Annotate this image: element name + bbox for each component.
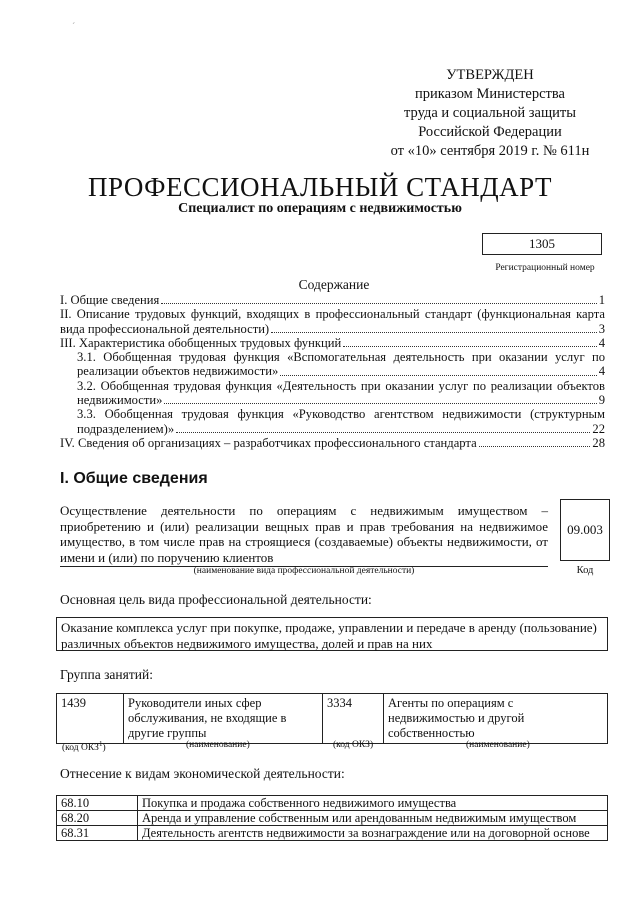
toc-entry-text: 3.3. Обобщенная трудовая функция «Руководство агентством недвижимости (структурным xyxy=(77,407,605,422)
toc-entry-text: реализации объектов недвижимости» xyxy=(77,364,279,379)
toc-entry-text: IV. Сведения об организациях – разработчиках профессионального стандарта xyxy=(60,435,477,450)
document-title: ПРОФЕССИОНАЛЬНЫЙ СТАНДАРТ xyxy=(87,172,553,202)
goal-line: различных объектов недвижимого имущества, долей и прав на них xyxy=(61,635,433,651)
section-heading: I. Общие сведения xyxy=(60,470,208,487)
toc-entry-text: I. Общие сведения xyxy=(60,293,160,307)
okz-name-line: обслуживания, не входящие в xyxy=(128,711,287,725)
toc-heading: Содержание xyxy=(298,277,370,292)
table-row xyxy=(57,826,608,841)
toc-page-number: 3 xyxy=(598,321,605,336)
toc-page-number: 1 xyxy=(598,293,605,307)
approval-block xyxy=(355,66,625,161)
approval-line: Российской Федерации xyxy=(418,124,562,140)
occupation-groups-table xyxy=(56,693,608,744)
activity-code: 09.003 xyxy=(560,499,610,561)
approval-line: труда и социальной защиты xyxy=(404,105,576,121)
activity-caption: (наименование вида профессиональной деятельности) xyxy=(193,566,415,576)
activity-line: имени и (или) по поручению клиентов xyxy=(60,549,274,565)
okved-name-cell: Покупка и продажа собственного недвижимого имущества xyxy=(138,796,608,811)
toc-entry-text: недвижимости» xyxy=(77,393,163,408)
registration-number: 1305 xyxy=(482,233,602,255)
toc-entry-text: 3.2. Обобщенная трудовая функция «Деятельность при оказании услуг по реализации объектов xyxy=(77,378,605,393)
toc-page-number: 4 xyxy=(598,335,605,350)
okz-name-line: другие группы xyxy=(128,726,207,740)
activity-line: имущество, в том числе прав на строящиеся (создаваемые) объекты недвижимости, от xyxy=(60,534,548,549)
okz-code-caption: (код ОКЗ$^1$) xyxy=(62,740,106,754)
toc-entry[interactable] xyxy=(60,307,605,336)
toc-page-number: 9 xyxy=(598,393,605,408)
approval-line: УТВЕРЖДЕН xyxy=(446,67,534,83)
okz-name-cell xyxy=(124,694,323,744)
okz-name-cell xyxy=(384,694,608,744)
table-row xyxy=(57,811,608,826)
goal-line: Оказание комплекса услуг при покупке, продаже, управлении и передаче в аренду (пользование) xyxy=(61,620,597,635)
toc-entry[interactable] xyxy=(60,436,605,450)
okz-name-caption: (наименование) xyxy=(466,740,530,750)
okz-code-caption: (код ОКЗ) xyxy=(333,740,374,750)
toc-entry[interactable] xyxy=(60,407,605,436)
okz-name-line: Агенты по операциям с xyxy=(388,696,514,710)
toc-entry[interactable] xyxy=(60,293,605,307)
okz-name-caption: (наименование) xyxy=(186,740,250,750)
approval-line: от «10» сентября 2019 г. № 611н xyxy=(390,143,590,159)
activity-line: приобретению и (или) реализации вещных прав и прав требования на недвижимое xyxy=(60,518,548,534)
okved-code-cell: 68.31 xyxy=(57,826,138,841)
okved-code-cell: 68.20 xyxy=(57,811,138,826)
okz-name-line: Руководители иных сфер xyxy=(128,696,262,710)
okved-name-cell: Аренда и управление собственным или арендованным недвижимым имуществом xyxy=(138,811,608,826)
table-row xyxy=(57,796,608,811)
activity-line: Осуществление деятельности по операциям с недвижимым имуществом – xyxy=(60,503,548,518)
registration-label: Регистрационный номер xyxy=(495,263,595,273)
code-caption: Код xyxy=(576,565,594,576)
okved-name-cell: Деятельность агентств недвижимости за вознаграждение или на договорной основе xyxy=(138,826,608,841)
okz-code-cell: 1439 xyxy=(57,694,124,744)
document-subtitle: Специалист по операциям с недвижимостью xyxy=(178,201,462,216)
group-label: Группа занятий: xyxy=(60,667,153,682)
activity-name xyxy=(60,503,548,565)
goal-box xyxy=(56,617,608,651)
toc-entry[interactable] xyxy=(60,336,605,350)
toc-entry[interactable] xyxy=(60,379,605,408)
toc-page-number: 4 xyxy=(598,364,605,379)
okz-name-line: недвижимостью и другой xyxy=(388,711,525,725)
okved-table xyxy=(56,795,608,841)
approval-line: приказом Министерства xyxy=(415,86,565,102)
toc-entry-text: II. Описание трудовых функций, входящих в профессиональный стандарт (функциональная карта xyxy=(60,307,605,322)
goal-label: Основная цель вида профессиональной деятельности: xyxy=(60,592,372,607)
toc-entry-text: 3.1. Обобщенная трудовая функция «Вспомогательная деятельность при оказании услуг по xyxy=(77,350,605,365)
toc-entry-text: III. Характеристика обобщенных трудовых функций xyxy=(60,335,342,350)
toc-entry-text: подразделением)» xyxy=(77,421,175,436)
okz-name-line: собственностью xyxy=(388,726,475,740)
okved-code-cell: 68.10 xyxy=(57,796,138,811)
toc-entry-text: вида профессиональной деятельности) xyxy=(60,321,270,336)
table-row xyxy=(57,694,608,744)
okved-label: Отнесение к видам экономической деятельности: xyxy=(60,766,345,781)
scan-mark: ˊ xyxy=(72,22,76,33)
table-of-contents xyxy=(60,293,605,450)
okz-code-cell: 3334 xyxy=(323,694,384,744)
toc-page-number: 22 xyxy=(592,421,605,436)
toc-page-number: 28 xyxy=(592,435,605,450)
toc-entry[interactable] xyxy=(60,350,605,379)
